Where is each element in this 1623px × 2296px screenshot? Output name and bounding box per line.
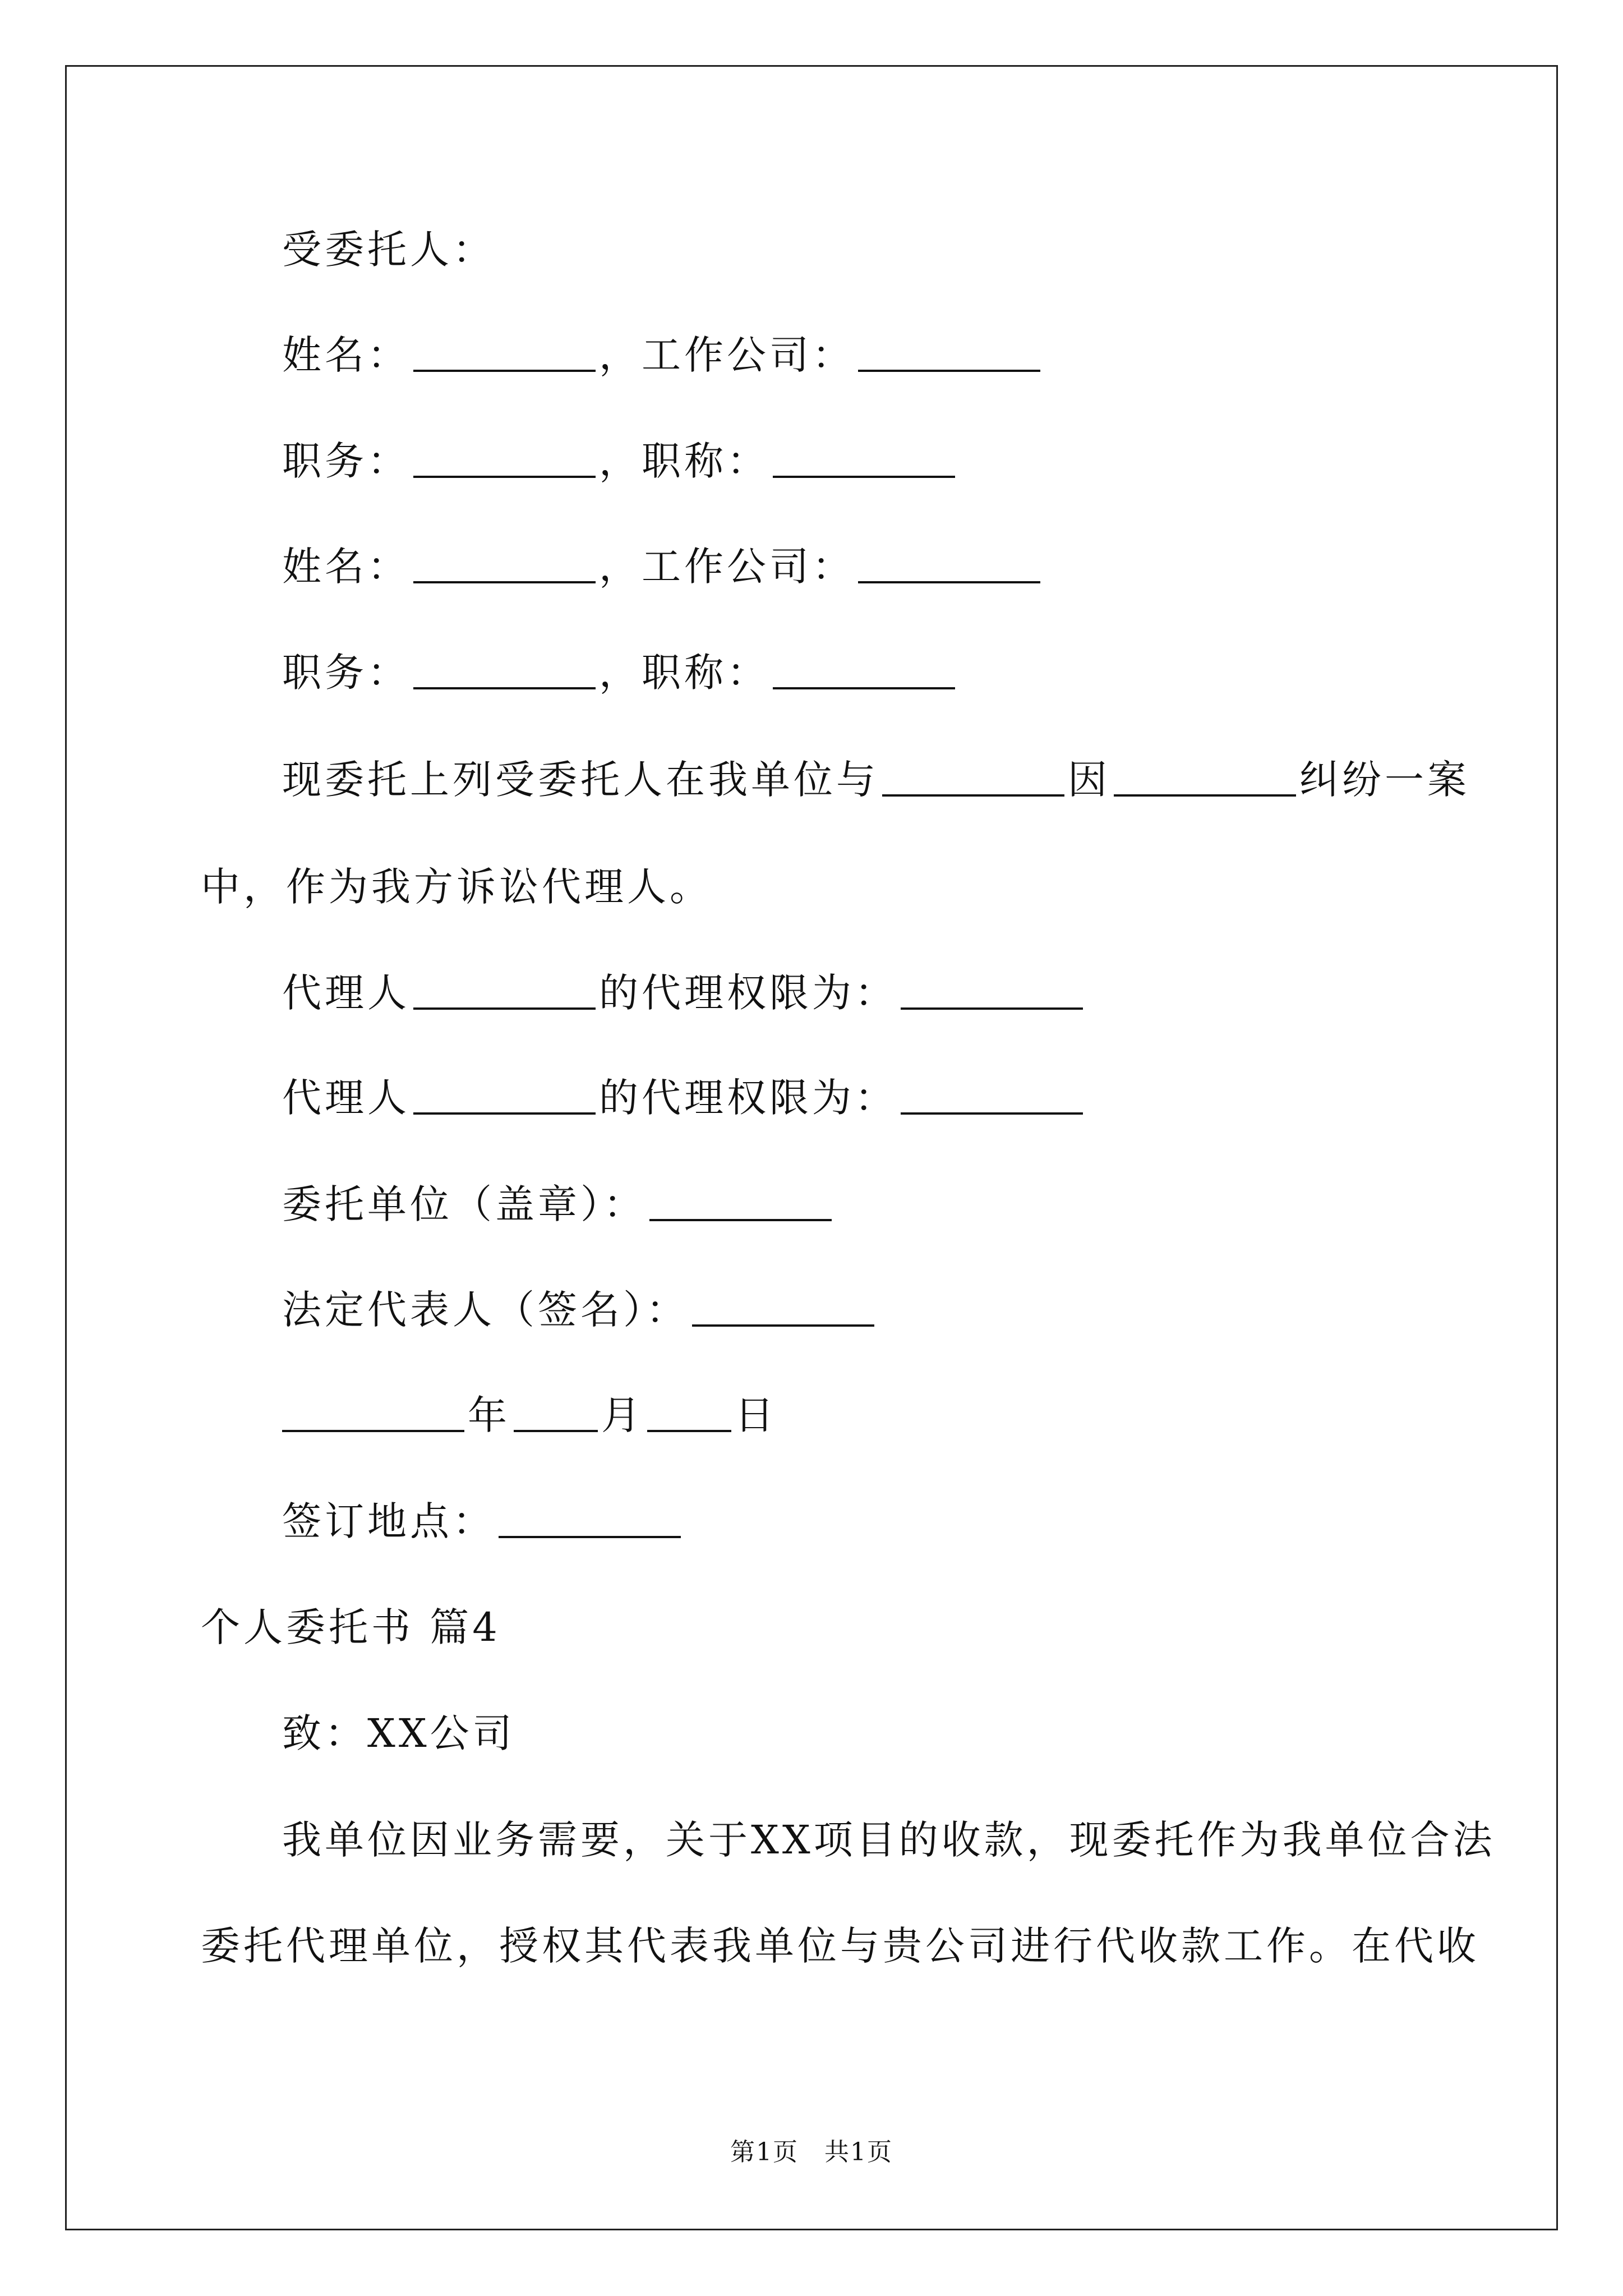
name-blank[interactable] [413,367,596,372]
year-blank[interactable] [282,1428,464,1432]
authority-blank[interactable] [901,1005,1083,1010]
body-paragraph-line-2: 委托代理单位，授权其代表我单位与贵公司进行代收款工作。在代收 [201,1923,1479,1969]
agent-blank[interactable] [413,1005,596,1010]
entrustment-paragraph-line-1: 现委托上列受委托人在我单位与 因 纠纷一案 [282,757,1470,803]
authority-blank[interactable] [901,1110,1083,1115]
entrusted-1-name-row: 姓名： ，工作公司： [282,335,1044,375]
party-blank[interactable] [882,792,1064,797]
page-footer: 第1页 共1页 [730,2138,893,2166]
seal-blank[interactable] [649,1217,832,1221]
section-heading: 个人委托书 篇4 [201,1604,501,1650]
entrusted-1-title-row: 职务： ，职称： [282,441,958,481]
entrusted-2-name-row: 姓名： ，工作公司： [282,547,1044,586]
legal-representative-row: 法定代表人（签名）： [282,1290,878,1329]
title-blank[interactable] [773,473,955,478]
body-paragraph-line-1: 我单位因业务需要，关于XX项目的收款，现委托作为我单位合法 [282,1817,1496,1863]
title-blank[interactable] [773,685,955,689]
company-blank[interactable] [858,579,1040,583]
dispute-blank[interactable] [1114,792,1296,797]
page-border [65,65,1558,2230]
month-blank[interactable] [514,1428,598,1432]
day-blank[interactable] [647,1428,731,1432]
position-blank[interactable] [413,685,596,689]
entrusted-heading: 受委托人： [282,227,495,273]
agent-2-authority-row: 代理人 的代理权限为： [282,1078,1086,1117]
addressee: 致：XX公司 [282,1710,515,1756]
entrusted-2-title-row: 职务： ，职称： [282,653,958,692]
date-row: 年 月 日 [282,1396,777,1435]
position-blank[interactable] [413,473,596,478]
agent-blank[interactable] [413,1110,596,1115]
place-blank[interactable] [499,1534,681,1538]
agent-1-authority-row: 代理人 的代理权限为： [282,973,1086,1013]
entrusting-unit-seal-row: 委托单位（盖章）： [282,1185,835,1224]
entrustment-paragraph-line-2: 中，作为我方诉讼代理人。 [201,864,712,910]
name-blank[interactable] [413,579,596,583]
signing-place-row: 签订地点： [282,1502,684,1541]
signature-blank[interactable] [692,1322,874,1327]
company-blank[interactable] [858,367,1040,372]
